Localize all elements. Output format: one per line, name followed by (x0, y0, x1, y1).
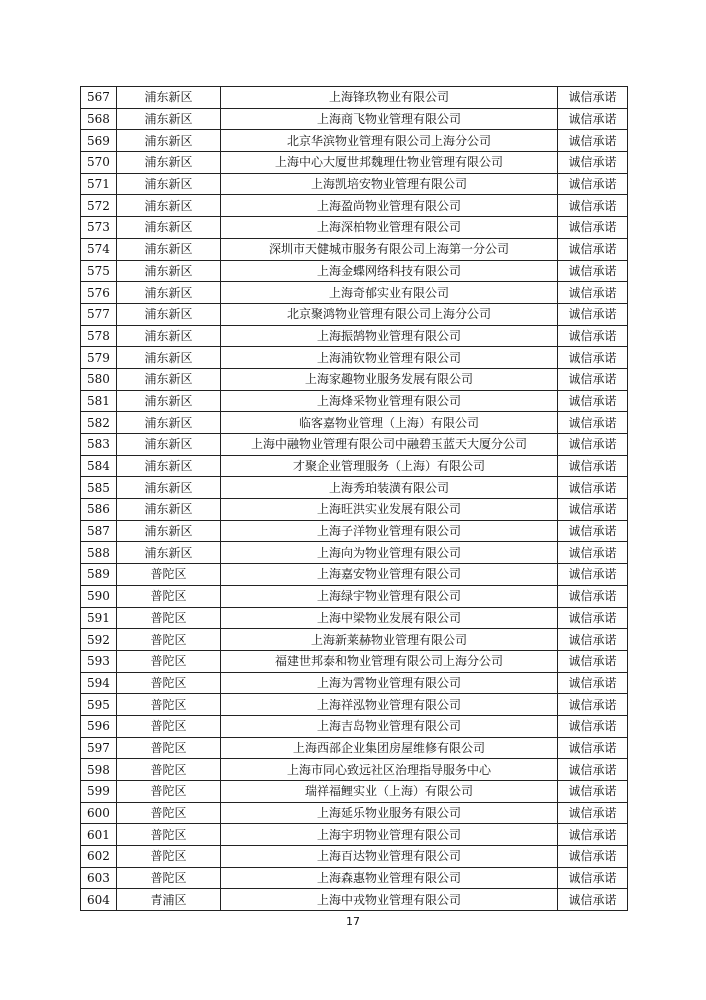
table-row (81, 846, 628, 868)
status-cell: 诚信承诺 (558, 781, 628, 803)
table-row (81, 434, 628, 456)
status-cell: 诚信承诺 (558, 629, 628, 651)
company-name-cell: 北京华滨物业管理有限公司上海分公司 (221, 130, 558, 152)
district-cell: 浦东新区 (117, 368, 221, 390)
table-row (81, 238, 628, 260)
district-cell: 普陀区 (117, 607, 221, 629)
company-name-cell: 瑞祥福鲤实业（上海）有限公司 (221, 781, 558, 803)
row-number-cell: 584 (81, 455, 117, 477)
status-cell: 诚信承诺 (558, 499, 628, 521)
district-cell: 普陀区 (117, 846, 221, 868)
company-name-cell: 上海西部企业集团房屋维修有限公司 (221, 737, 558, 759)
row-number-cell: 575 (81, 260, 117, 282)
table-row (81, 737, 628, 759)
table-row (81, 650, 628, 672)
status-cell: 诚信承诺 (558, 152, 628, 174)
status-cell: 诚信承诺 (558, 325, 628, 347)
row-number-cell: 597 (81, 737, 117, 759)
status-cell: 诚信承诺 (558, 455, 628, 477)
company-name-cell: 上海祥泓物业管理有限公司 (221, 694, 558, 716)
status-cell: 诚信承诺 (558, 412, 628, 434)
table-row (81, 303, 628, 325)
company-name-cell: 上海中戎物业管理有限公司 (221, 889, 558, 911)
status-cell: 诚信承诺 (558, 846, 628, 868)
row-number-cell: 601 (81, 824, 117, 846)
table-row (81, 217, 628, 239)
row-number-cell: 574 (81, 238, 117, 260)
table-row (81, 499, 628, 521)
table-row (81, 260, 628, 282)
company-name-cell: 上海深柏物业管理有限公司 (221, 217, 558, 239)
company-name-cell: 上海锋玖物业有限公司 (221, 87, 558, 109)
status-cell: 诚信承诺 (558, 368, 628, 390)
district-cell: 浦东新区 (117, 477, 221, 499)
company-name-cell: 福建世邦泰和物业管理有限公司上海分公司 (221, 650, 558, 672)
table-row (81, 520, 628, 542)
row-number-cell: 603 (81, 867, 117, 889)
row-number-cell: 598 (81, 759, 117, 781)
status-cell: 诚信承诺 (558, 607, 628, 629)
district-cell: 浦东新区 (117, 520, 221, 542)
row-number-cell: 581 (81, 390, 117, 412)
district-cell: 浦东新区 (117, 152, 221, 174)
row-number-cell: 576 (81, 282, 117, 304)
table-row (81, 802, 628, 824)
row-number-cell: 582 (81, 412, 117, 434)
company-name-cell: 上海绿宇物业管理有限公司 (221, 585, 558, 607)
company-name-cell: 上海中融物业管理有限公司中融碧玉蓝天大厦分公司 (221, 434, 558, 456)
company-name-cell: 上海市同心致远社区治理指导服务中心 (221, 759, 558, 781)
company-name-cell: 上海振鹄物业管理有限公司 (221, 325, 558, 347)
row-number-cell: 573 (81, 217, 117, 239)
company-name-cell: 上海旺洪实业发展有限公司 (221, 499, 558, 521)
district-cell: 普陀区 (117, 564, 221, 586)
table-row (81, 412, 628, 434)
status-cell: 诚信承诺 (558, 737, 628, 759)
district-cell: 普陀区 (117, 672, 221, 694)
district-cell: 青浦区 (117, 889, 221, 911)
row-number-cell: 604 (81, 889, 117, 911)
status-cell: 诚信承诺 (558, 542, 628, 564)
status-cell: 诚信承诺 (558, 650, 628, 672)
page-number: 17 (346, 915, 360, 928)
status-cell: 诚信承诺 (558, 802, 628, 824)
row-number-cell: 569 (81, 130, 117, 152)
district-cell: 浦东新区 (117, 455, 221, 477)
company-name-cell: 上海子洋物业管理有限公司 (221, 520, 558, 542)
row-number-cell: 590 (81, 585, 117, 607)
company-name-cell: 上海宇玥物业管理有限公司 (221, 824, 558, 846)
district-cell: 浦东新区 (117, 390, 221, 412)
company-name-cell: 上海延乐物业服务有限公司 (221, 802, 558, 824)
table-row (81, 195, 628, 217)
district-cell: 浦东新区 (117, 130, 221, 152)
status-cell: 诚信承诺 (558, 694, 628, 716)
district-cell: 普陀区 (117, 650, 221, 672)
status-cell: 诚信承诺 (558, 477, 628, 499)
status-cell: 诚信承诺 (558, 130, 628, 152)
row-number-cell: 567 (81, 87, 117, 109)
status-cell: 诚信承诺 (558, 238, 628, 260)
status-cell: 诚信承诺 (558, 564, 628, 586)
district-cell: 普陀区 (117, 781, 221, 803)
status-cell: 诚信承诺 (558, 585, 628, 607)
status-cell: 诚信承诺 (558, 260, 628, 282)
row-number-cell: 595 (81, 694, 117, 716)
table-row (81, 824, 628, 846)
row-number-cell: 600 (81, 802, 117, 824)
table-row (81, 781, 628, 803)
row-number-cell: 580 (81, 368, 117, 390)
row-number-cell: 585 (81, 477, 117, 499)
company-name-cell: 深圳市天健城市服务有限公司上海第一分公司 (221, 238, 558, 260)
table-row (81, 390, 628, 412)
district-cell: 浦东新区 (117, 195, 221, 217)
company-name-cell: 上海家趣物业服务发展有限公司 (221, 368, 558, 390)
row-number-cell: 599 (81, 781, 117, 803)
district-cell: 浦东新区 (117, 499, 221, 521)
district-cell: 普陀区 (117, 737, 221, 759)
table-row (81, 152, 628, 174)
table-row (81, 607, 628, 629)
table-row (81, 542, 628, 564)
table-row (81, 477, 628, 499)
table-row (81, 867, 628, 889)
district-cell: 普陀区 (117, 585, 221, 607)
row-number-cell: 570 (81, 152, 117, 174)
table-row (81, 325, 628, 347)
district-cell: 浦东新区 (117, 173, 221, 195)
table-row (81, 694, 628, 716)
district-cell: 浦东新区 (117, 238, 221, 260)
row-number-cell: 594 (81, 672, 117, 694)
status-cell: 诚信承诺 (558, 867, 628, 889)
company-name-cell: 上海秀珀装潢有限公司 (221, 477, 558, 499)
row-number-cell: 591 (81, 607, 117, 629)
status-cell: 诚信承诺 (558, 824, 628, 846)
status-cell: 诚信承诺 (558, 347, 628, 369)
district-cell: 浦东新区 (117, 108, 221, 130)
status-cell: 诚信承诺 (558, 87, 628, 109)
district-cell: 浦东新区 (117, 282, 221, 304)
district-cell: 普陀区 (117, 824, 221, 846)
table-row (81, 455, 628, 477)
district-cell: 普陀区 (117, 802, 221, 824)
district-cell: 浦东新区 (117, 325, 221, 347)
row-number-cell: 592 (81, 629, 117, 651)
company-name-cell: 上海森惠物业管理有限公司 (221, 867, 558, 889)
table-row (81, 585, 628, 607)
company-name-cell: 才聚企业管理服务（上海）有限公司 (221, 455, 558, 477)
table-row (81, 282, 628, 304)
district-cell: 浦东新区 (117, 412, 221, 434)
row-number-cell: 578 (81, 325, 117, 347)
row-number-cell: 571 (81, 173, 117, 195)
status-cell: 诚信承诺 (558, 173, 628, 195)
row-number-cell: 596 (81, 715, 117, 737)
status-cell: 诚信承诺 (558, 672, 628, 694)
company-name-cell: 上海奇郁实业有限公司 (221, 282, 558, 304)
company-name-cell: 上海商飞物业管理有限公司 (221, 108, 558, 130)
table-row (81, 173, 628, 195)
row-number-cell: 577 (81, 303, 117, 325)
company-name-cell: 上海浦钦物业管理有限公司 (221, 347, 558, 369)
district-cell: 浦东新区 (117, 542, 221, 564)
status-cell: 诚信承诺 (558, 195, 628, 217)
company-name-cell: 上海新莱赫物业管理有限公司 (221, 629, 558, 651)
company-name-cell: 上海凯培安物业管理有限公司 (221, 173, 558, 195)
company-name-cell: 临客嘉物业管理（上海）有限公司 (221, 412, 558, 434)
district-cell: 浦东新区 (117, 260, 221, 282)
table-row (81, 629, 628, 651)
company-name-cell: 上海向为物业管理有限公司 (221, 542, 558, 564)
district-cell: 浦东新区 (117, 434, 221, 456)
registry-table-body (81, 87, 628, 911)
district-cell: 普陀区 (117, 759, 221, 781)
district-cell: 普陀区 (117, 867, 221, 889)
row-number-cell: 568 (81, 108, 117, 130)
company-name-cell: 上海中梁物业发展有限公司 (221, 607, 558, 629)
table-row (81, 368, 628, 390)
company-name-cell: 上海吉岛物业管理有限公司 (221, 715, 558, 737)
table-row (81, 347, 628, 369)
status-cell: 诚信承诺 (558, 715, 628, 737)
row-number-cell: 602 (81, 846, 117, 868)
table-row (81, 672, 628, 694)
district-cell: 普陀区 (117, 629, 221, 651)
status-cell: 诚信承诺 (558, 889, 628, 911)
district-cell: 普陀区 (117, 715, 221, 737)
row-number-cell: 579 (81, 347, 117, 369)
row-number-cell: 583 (81, 434, 117, 456)
status-cell: 诚信承诺 (558, 390, 628, 412)
status-cell: 诚信承诺 (558, 303, 628, 325)
company-name-cell: 上海嘉安物业管理有限公司 (221, 564, 558, 586)
district-cell: 浦东新区 (117, 217, 221, 239)
status-cell: 诚信承诺 (558, 108, 628, 130)
company-name-cell: 上海为霄物业管理有限公司 (221, 672, 558, 694)
row-number-cell: 587 (81, 520, 117, 542)
company-name-cell: 北京聚鸿物业管理有限公司上海分公司 (221, 303, 558, 325)
district-cell: 浦东新区 (117, 347, 221, 369)
row-number-cell: 593 (81, 650, 117, 672)
table-row (81, 87, 628, 109)
row-number-cell: 586 (81, 499, 117, 521)
status-cell: 诚信承诺 (558, 217, 628, 239)
row-number-cell: 572 (81, 195, 117, 217)
table-row (81, 108, 628, 130)
company-name-cell: 上海中心大厦世邦魏理仕物业管理有限公司 (221, 152, 558, 174)
status-cell: 诚信承诺 (558, 282, 628, 304)
company-name-cell: 上海烽采物业管理有限公司 (221, 390, 558, 412)
company-name-cell: 上海百达物业管理有限公司 (221, 846, 558, 868)
status-cell: 诚信承诺 (558, 434, 628, 456)
row-number-cell: 588 (81, 542, 117, 564)
table-row (81, 564, 628, 586)
row-number-cell: 589 (81, 564, 117, 586)
district-cell: 普陀区 (117, 694, 221, 716)
table-row (81, 889, 628, 911)
status-cell: 诚信承诺 (558, 759, 628, 781)
table-row (81, 759, 628, 781)
company-name-cell: 上海盈尚物业管理有限公司 (221, 195, 558, 217)
company-registry-table (80, 86, 628, 911)
company-name-cell: 上海金蝶网络科技有限公司 (221, 260, 558, 282)
district-cell: 浦东新区 (117, 87, 221, 109)
table-row (81, 130, 628, 152)
status-cell: 诚信承诺 (558, 520, 628, 542)
district-cell: 浦东新区 (117, 303, 221, 325)
table-row (81, 715, 628, 737)
